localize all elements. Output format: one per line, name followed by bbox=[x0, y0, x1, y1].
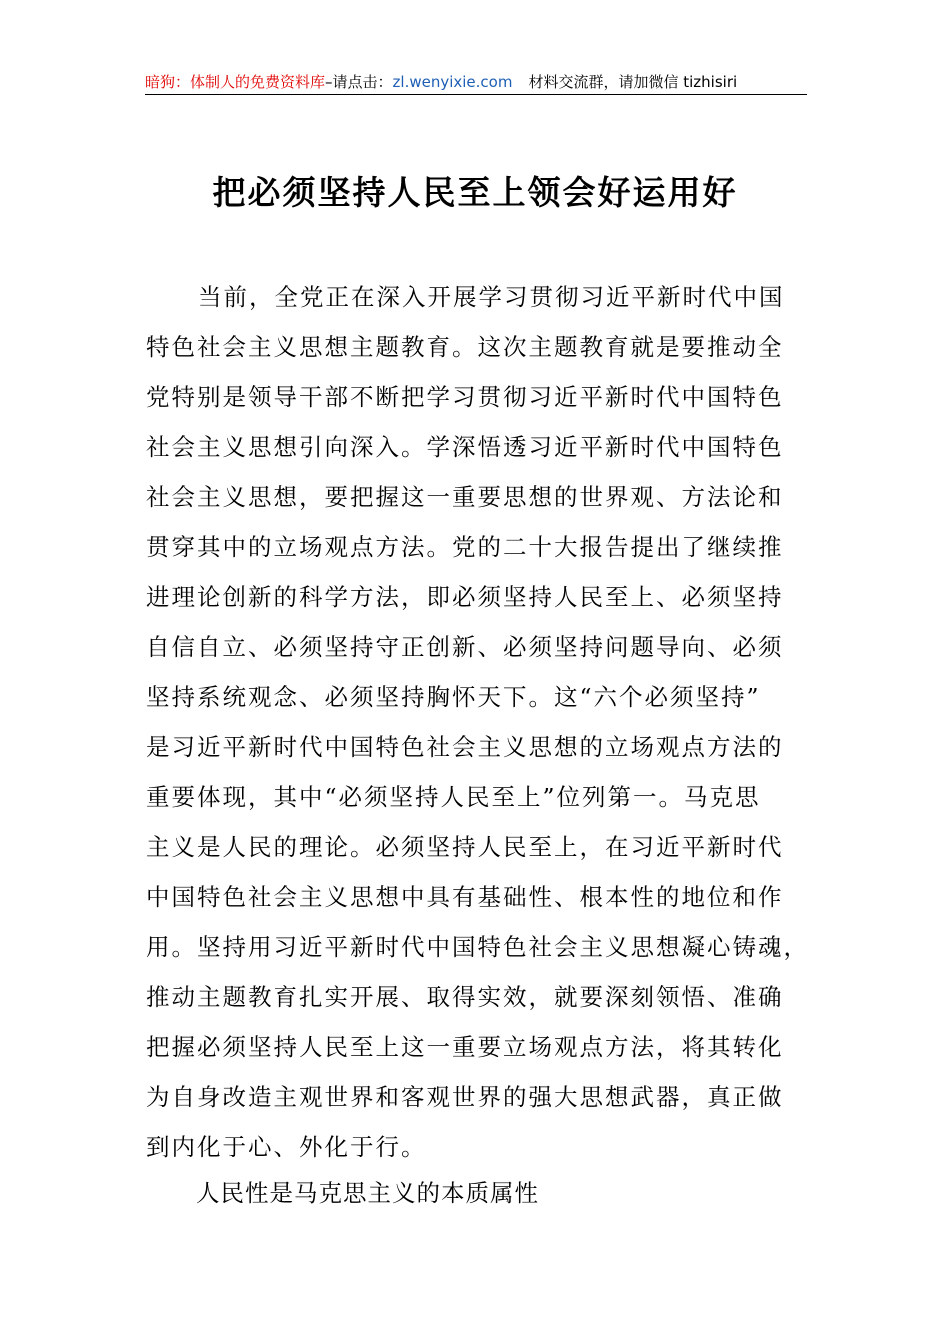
header-divider bbox=[145, 94, 807, 95]
header-site-name: 暗狗：体制人的免费资料库 bbox=[145, 73, 326, 91]
paragraph-line: 把握必须坚持人民至上这一重要立场观点方法，将其转化 bbox=[146, 1033, 784, 1061]
paragraph-line: 党特别是领导干部不断把学习贯彻习近平新时代中国特色 bbox=[146, 383, 784, 411]
paragraph-line: 特色社会主义思想主题教育。这次主题教育就是要推动全 bbox=[146, 333, 784, 361]
paragraph-line: 当前，全党正在深入开展学习贯彻习近平新时代中国 bbox=[198, 283, 785, 311]
section-subheading: 人民性是马克思主义的本质属性 bbox=[196, 1179, 539, 1207]
page-header bbox=[145, 72, 807, 94]
paragraph-line: 重要体现，其中“必须坚持人民至上”位列第一。马克思 bbox=[146, 783, 761, 811]
paragraph-line: 社会主义思想，要把握这一重要思想的世界观、方法论和 bbox=[146, 483, 784, 511]
paragraph-line: 为自身改造主观世界和客观世界的强大思想武器，真正做 bbox=[146, 1083, 784, 1111]
paragraph-line: 用。坚持用习近平新时代中国特色社会主义思想凝心铸魂， bbox=[146, 933, 809, 961]
header-contact: 材料交流群，请加微信 tizhisiri bbox=[528, 73, 738, 91]
paragraph-line: 贯穿其中的立场观点方法。党的二十大报告提出了继续推 bbox=[146, 533, 784, 561]
paragraph-line: 社会主义思想引向深入。学深悟透习近平新时代中国特色 bbox=[146, 433, 784, 461]
paragraph-line: 进理论创新的科学方法，即必须坚持人民至上、必须坚持 bbox=[146, 583, 784, 611]
paragraph-line: 中国特色社会主义思想中具有基础性、根本性的地位和作 bbox=[146, 883, 784, 911]
paragraph-line: 坚持系统观念、必须坚持胸怀天下。这“六个必须坚持” bbox=[146, 683, 761, 711]
header-click-prompt: –请点击： bbox=[325, 73, 393, 91]
paragraph-line: 主义是人民的理论。必须坚持人民至上，在习近平新时代 bbox=[146, 833, 784, 861]
document-title: 把必须坚持人民至上领会好运用好 bbox=[212, 173, 738, 212]
header-url-link[interactable]: zl.wenyixie.com bbox=[392, 73, 513, 91]
paragraph-line: 是习近平新时代中国特色社会主义思想的立场观点方法的 bbox=[146, 733, 784, 761]
paragraph-line: 到内化于心、外化于行。 bbox=[146, 1133, 427, 1161]
paragraph-line: 推动主题教育扎实开展、取得实效，就要深刻领悟、准确 bbox=[146, 983, 784, 1011]
document-paragraph bbox=[146, 272, 809, 1172]
paragraph-line: 自信自立、必须坚持守正创新、必须坚持问题导向、必须 bbox=[146, 633, 784, 661]
